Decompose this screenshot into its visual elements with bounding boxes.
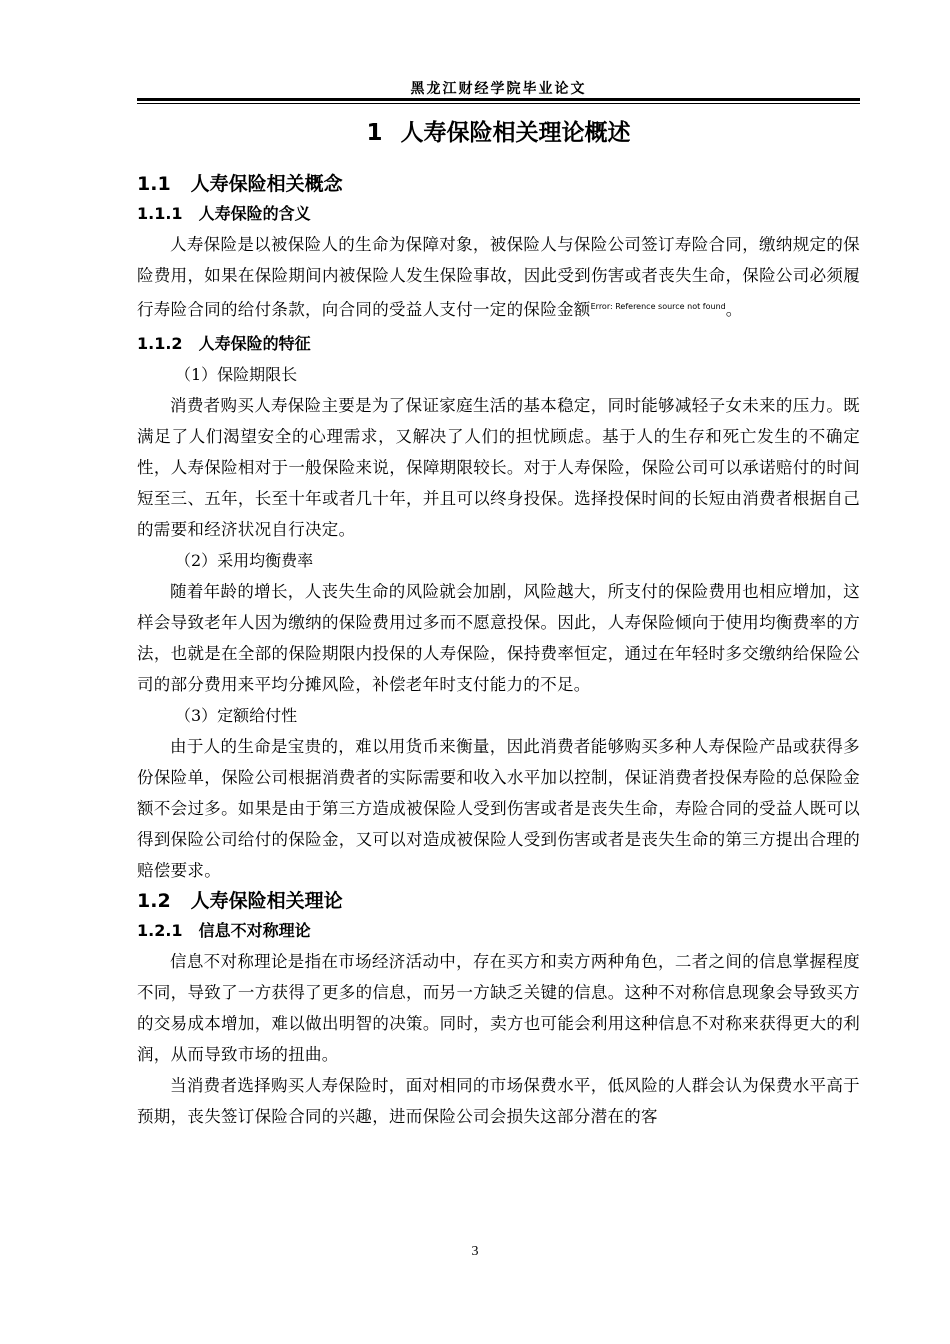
section-heading-1-1 xyxy=(137,169,860,199)
page-content xyxy=(137,115,860,1132)
paragraph-fixed-benefit: 由于人的生命是宝贵的，难以用货币来衡量，因此消费者能够购买多种人寿保险产品或获得多份保险单，保险公司根据消费者的实际需要和收入水平加以控制，保证消费者投保寿险的总保险金额不会过多。如果是由于第三方造成被保险人受到伤害或者是丧失生命，寿险合同的受益人既可以得到保险公司给付的保险金，又可以对造成被保险人受到伤害或者是丧失生命的第三方提出合理的赔偿要求。 xyxy=(137,737,860,880)
paragraph-definition xyxy=(137,229,860,325)
subsection-heading-1-1-2 xyxy=(137,329,860,359)
subsection-number: 1.1.2 xyxy=(137,334,183,353)
chapter-number: 1 xyxy=(366,120,383,146)
header-rule-thin xyxy=(137,103,860,104)
subsection-heading-1-1-1 xyxy=(137,199,860,229)
paragraph-end: 。 xyxy=(725,300,743,319)
page-number: 3 xyxy=(471,1244,479,1259)
subsection-number: 1.1.1 xyxy=(137,204,183,223)
section-heading-1-2 xyxy=(137,886,860,916)
paragraph-long-term: 消费者购买人寿保险主要是为了保证家庭生活的基本稳定，同时能够减轻子女未来的压力。既满足了人们渴望安全的心理需求，又解决了人们的担忧顾虑。基于人的生存和死亡发生的不确定性，人寿保险相对于一般保险来说，保障期限较长。对于人寿保险，保险公司可以承诺赔付的时间短至三、五年，长至十年或者几十年，并且可以终身投保。选择投保时间的长短由消费者根据自己的需要和经济状况自行决定。 xyxy=(137,396,860,539)
paragraph-text: 人寿保险是以被保险人的生命为保障对象，被保险人与保险公司签订寿险合同，缴纳规定的保险费用，如果在保险期间内被保险人发生保险事故，因此受到伤害或者丧失生命，保险公司必须履行寿险合同的给付条款，向合同的受益人支付一定的保险金额 xyxy=(137,235,860,319)
subsection-heading-1-2-1 xyxy=(137,916,860,946)
section-title: 人寿保险相关理论 xyxy=(190,890,343,912)
paragraph-asymmetry-definition: 信息不对称理论是指在市场经济活动中，存在买方和卖方两种角色，二者之间的信息掌握程度不同，导致了一方获得了更多的信息，而另一方缺乏关键的信息。这种不对称信息现象会导致买方的交易成本增加，难以做出明智的决策。同时，卖方也可能会利用这种信息不对称来获得更大的利润，从而导致市场的扭曲。 xyxy=(137,952,860,1064)
paragraph-asymmetry-insurance: 当消费者选择购买人寿保险时，面对相同的市场保费水平，低风险的人群会认为保费水平高于预期，丧失签订保险合同的兴趣，进而保险公司会损失这部分潜在的客 xyxy=(137,1076,860,1126)
subsection-number: 1.2.1 xyxy=(137,921,183,940)
chapter-title-text: 人寿保险相关理论概述 xyxy=(400,120,631,146)
list-item-1: （1）保险期限长 xyxy=(175,365,298,384)
header-rule-thick xyxy=(137,98,860,101)
chapter-title xyxy=(137,115,860,151)
list-item-3: （3）定额给付性 xyxy=(175,706,298,725)
subsection-title: 信息不对称理论 xyxy=(198,921,311,940)
list-item-2: （2）采用均衡费率 xyxy=(175,551,314,570)
paragraph-level-premium: 随着年龄的增长，人丧失生命的风险就会加剧，风险越大，所支付的保险费用也相应增加，这样会导致老年人因为缴纳的保险费用过多而不愿意投保。因此，人寿保险倾向于使用均衡费率的方法，也就是在全部的保险期限内投保的人寿保险，保持费率恒定，通过在年轻时多交缴纳给保险公司的部分费用来平均分摊风险，补偿老年时支付能力的不足。 xyxy=(137,582,860,694)
running-header: 黑龙江财经学院毕业论文 xyxy=(410,81,587,97)
subsection-title: 人寿保险的特征 xyxy=(198,334,311,353)
section-number: 1.1 xyxy=(137,173,171,195)
section-title: 人寿保险相关概念 xyxy=(190,173,343,195)
section-number: 1.2 xyxy=(137,890,171,912)
subsection-title: 人寿保险的含义 xyxy=(198,204,311,223)
reference-error: Error: Reference source not found xyxy=(590,302,726,311)
